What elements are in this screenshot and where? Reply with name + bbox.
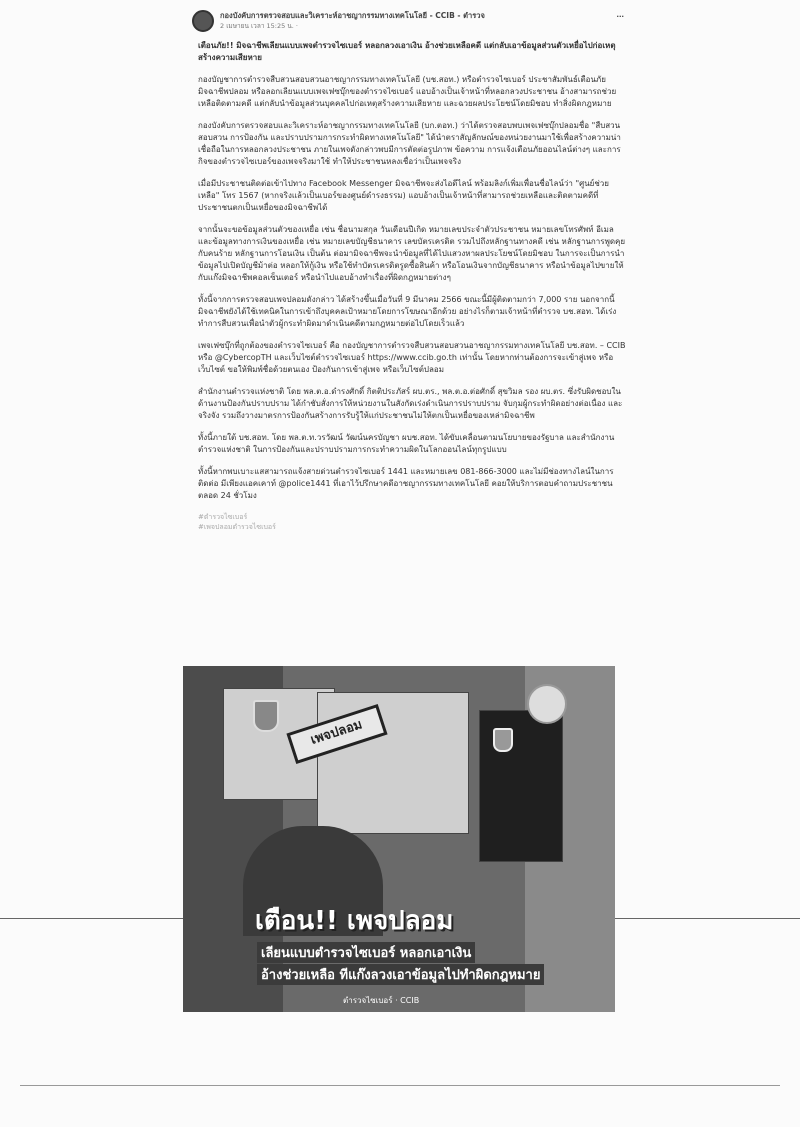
police-badge-icon — [253, 700, 279, 732]
poster-subline-2: อ้างช่วยเหลือ ทีแก๊งลวงเอาข้อมูลไปทำผิดกฎหมาย — [257, 964, 544, 985]
fake-page-stamp: เพจปลอม — [286, 704, 387, 764]
post-paragraph: เตือนภัย!! มิจฉาชีพเลียนแบบเพจตำรวจไซเบอร์ หลอกลวงเอาเงิน อ้างช่วยเหลือคดี แต่กลับเอาข้อมูลส่วนตัวเหยื่อไปก่อเหตุสร้างความเสียหาย — [198, 41, 616, 62]
post-paragraph: ทั้งนี้หากพบเบาะแสสามารถแจ้งสายด่วนตำรวจไซเบอร์ 1441 และหมายเลข 081-866-3000 และไม่มีช่องทางไลน์ในการติดต่อ มีเพียงแอคเคาท์ @police1441 ที่เอาไว้ปรึกษาคดีอาชญากรรมทางเทคโนโลยี คอยให้บริการตอบคำถามประชาชน ตลอด 24 ชั่วโมง — [198, 467, 614, 500]
scan-edge-line — [0, 918, 183, 919]
post-body — [188, 40, 628, 502]
scan-edge-line — [20, 1085, 780, 1086]
scan-edge-line — [615, 918, 800, 919]
police-badge-icon — [493, 728, 513, 752]
more-options-icon[interactable]: ··· — [616, 10, 624, 23]
facebook-post — [188, 10, 628, 532]
phone-screenshot — [479, 710, 563, 862]
poster-footer: ตำรวจไซเบอร์ · CCIB — [343, 996, 420, 1005]
globe-icon — [527, 684, 567, 724]
post-header — [188, 10, 628, 40]
post-paragraph: ทั้งนี้ภายใต้ บช.สอท. โดย พล.ต.ท.วรวัฒน์ วัฒน์นครบัญชา ผบช.สอท. ได้ขับเคลื่อนตามนโยบายของรัฐบาล และสำนักงานตำรวจแห่งชาติ ในการป้องกันและปราบปรามการกระทำความผิดในโลกออนไลน์ทุกรูปแบบ — [198, 433, 615, 454]
post-time[interactable]: 2 เมษายน เวลา 15:25 น. · — [220, 22, 298, 30]
hashtag-link[interactable]: #ตำรวจไซเบอร์ — [198, 513, 248, 521]
post-paragraph: สำนักงานตำรวจแห่งชาติ โดย พล.ต.อ.ดำรงศักดิ์ กิตติประภัสร์ ผบ.ตร., พล.ต.อ.ต่อศักดิ์ สุขวิมล รอง ผบ.ตร. ซึ่งรับผิดชอบในด้านงานป้องกันปราบปราม ได้กำชับสั่งการให้หน่วยงานในสังกัดเร่งดำเนินการปราบปราม จับกุมผู้กระทำผิดอย่างต่อเนื่อง และจริงจัง รวมถึงวางมาตรการป้องกันสร้างการรับรู้ให้แก่ประชาชนไม่ให้ตกเป็นเหยื่อของเหล่ามิจฉาชีพ — [198, 387, 623, 420]
post-paragraph: ทั้งนี้จากการตรวจสอบเพจปลอมดังกล่าว ได้สร้างขึ้นเมื่อวันที่ 9 มีนาคม 2566 ขณะนี้มีผู้ติดตามกว่า 7,000 ราย นอกจากนี้มิจฉาชีพยังได้ใช้เทคนิคในการเข้าถึงบุคคลเป้าหมายโดยการโฆษณาอีกด้วย อย่างไรก็ตามเจ้าหน้าที่ตำรวจ บช.สอท. ได้เร่งทำการสืบสวนเพื่อนำตัวผู้กระทำผิดมาดำเนินคดีตามกฎหมายต่อไปโดยเร็วแล้ว — [198, 295, 617, 328]
post-paragraph: กองบังคับการตรวจสอบและวิเคราะห์อาชญากรรมทางเทคโนโลยี (บก.ตอท.) ว่าได้ตรวจสอบพบเพจเฟซบุ๊กปลอมชื่อ "สืบสวน สอบสวน การป้องกัน และปราบปรามการกระทำผิดทางเทคโนโลยี" ได้นำตราสัญลักษณ์ของหน่วยงานมาใช้เพื่อสร้างความน่าเชื่อถือในการหลอกลวงประชาชน ภายในเพจดังกล่าวพบมีการตัดต่อรูปภาพ ข้อความ การแจ้งเตือนภัยออนไลน์ต่างๆ และการกิจของตำรวจไซเบอร์ของเพจจริงมาใช้ ทำให้ประชาชนหลงเชื่อว่าเป็นเพจจริง — [198, 121, 621, 166]
post-paragraph: เมื่อมีประชาชนติดต่อเข้าไปทาง Facebook Messenger มิจฉาชีพจะส่งไอดีไลน์ พร้อมลิงก์เพิ่มเพื่อนชื่อไลน์ว่า "ศูนย์ช่วยเหลือ" โทร 1567 (หากจริงแล้วเป็นเบอร์ของศูนย์ดำรงธรรม) แอบอ้างเป็นเจ้าหน้าที่สามารถช่วยเหลือและติดตามคดีที่ประชาชนตกเป็นเหยื่อของมิจฉาชีพได้ — [198, 179, 609, 212]
fake-message-screenshot — [317, 692, 469, 834]
page-name[interactable]: กองบังคับการตรวจสอบและวิเคราะห์อาชญากรรมทางเทคโนโลยี - CCIB - ตำรวจ — [220, 11, 485, 20]
page-avatar[interactable] — [192, 10, 214, 32]
post-paragraph: จากนั้นจะขอข้อมูลส่วนตัวของเหยื่อ เช่น ชื่อนามสกุล วันเดือนปีเกิด หมายเลขประจำตัวประชาชน หมายเลขโทรศัพท์ อีเมล และข้อมูลทางการเงินของเหยื่อ เช่น หมายเลขบัญชีธนาคาร เลขบัตรเครดิต รวมไปถึงหลักฐานทางคดี เช่น หลักฐานการพูดคุยกับคนร้าย หลักฐานการโอนเงิน เป็นต้น ต่อมามิจฉาชีพจะนำข้อมูลที่ได้ไปแสวงหาผลประโยชน์โดยมิชอบ ในการจะเป็นการนำข้อมูลไปเปิดบัญชีม้าต่อ หลอกให้กู้เงิน หรือใช้ทำบัตรเครดิตรูดซื้อสินค้า หรือโอนเงินจากบัญชีธนาคาร หรือนำข้อมูลไปขายให้กับแก๊งมิจฉาชีพคอลเซ็นเตอร์ หรือนำไปแอบอ้างทำเรื่องที่ผิดกฎหมายต่างๆ — [198, 225, 626, 282]
post-paragraph: เพจเฟซบุ๊กที่ถูกต้องของตำรวจไซเบอร์ คือ กองบัญชาการตำรวจสืบสวนสอบสวนอาชญากรรมทางเทคโนโลยี บช.สอท. – CCIB หรือ @CybercopTH และเว็บไซต์ตำรวจไซเบอร์ https://www.ccib.go.th เท่านั้น โดยหากท่านต้องการจะเข้าสู่เพจ หรือเว็บไซต์ ขอให้พิมพ์ชื่อด้วยตนเอง ป้องกันการเข้าสู่เพจ หรือเว็บไซต์ปลอม — [198, 341, 626, 374]
warning-poster-image — [183, 666, 615, 1012]
poster-subline-1: เลียนแบบตำรวจไซเบอร์ หลอกเอาเงิน — [257, 942, 475, 963]
post-paragraph: กองบัญชาการตำรวจสืบสวนสอบสวนอาชญากรรมทางเทคโนโลยี (บช.สอท.) หรือตำรวจไซเบอร์ ประชาสัมพันธ์เตือนภัย มิจฉาชีพปลอม หรือลอกเลียนแบบเพจเฟซบุ๊กของตำรวจไซเบอร์ แอบอ้างเป็นเจ้าหน้าที่หลอกลวงประชาชน อ้างสามารถช่วยเหลือติดตามคดี แต่กลับนำข้อมูลส่วนบุคคลไปก่อเหตุสร้างความเสียหาย และฉวยผลประโยชน์โดยมิชอบ ทำสิ่งผิดกฎหมาย — [198, 75, 617, 108]
post-hashtags — [198, 512, 628, 532]
hashtag-link[interactable]: #เพจปลอมตำรวจไซเบอร์ — [198, 523, 276, 531]
poster-headline: เตือน!! เพจปลอม — [255, 906, 454, 936]
